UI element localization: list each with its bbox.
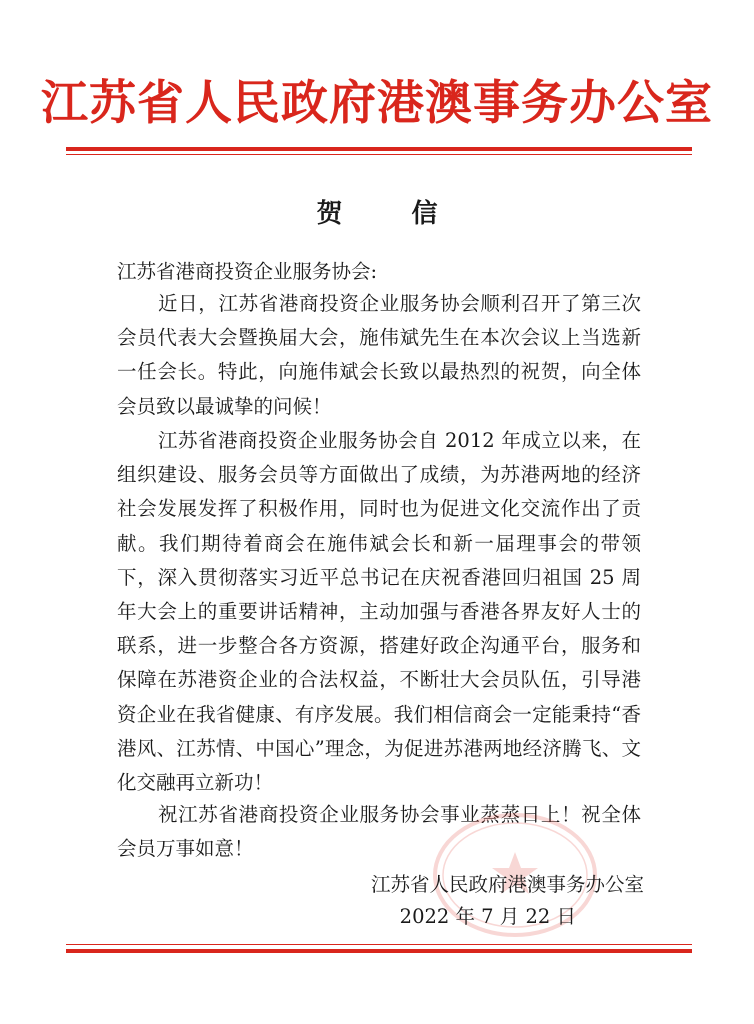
letterhead-rule-thin-top xyxy=(66,154,692,155)
letter-paragraph-2: 江苏省港商投资企业服务协会自 2012 年成立以来，在组织建设、服务会员等方面做出了成绩，为苏港两地的经济社会发展发挥了积极作用，同时也为促进文化交流作出了贡献。我们期待着商会在施伟斌会长和新一届理事会的带领下，深入贯彻落实习近平总书记在庆祝香港回归祖国 25 周年大会上的重要讲话精神，主动加强与香港各界友好人士的联系，进一步整合各方资源，搭建好政企沟通平台，服务和保障在苏港资企业的合法权益，不断壮大会员队伍，引导港资企业在我省健康、有序发展。我们相信商会一定能秉持“香港风、江苏情、中国心”理念，为促进苏港两地经济腾飞、文化交融再立新功！ xyxy=(117,429,641,795)
footer-rule-thin xyxy=(66,944,692,945)
footer-rule-thick xyxy=(66,949,692,953)
signature-date: 2022 年 7 月 22 日 xyxy=(399,905,576,928)
letter-paragraph-1: 近日，江苏省港商投资企业服务协会顺利召开了第三次会员代表大会暨换届大会，施伟斌先生在本次会议上当选新一任会长。特此，向施伟斌会长致以最热烈的祝贺，向全体会员致以最诚挚的问候！ xyxy=(117,292,641,418)
signature-org-name: 江苏省人民政府港澳事务办公室 xyxy=(370,873,644,896)
letterhead-org-name: 江苏省人民政府港澳事务办公室 xyxy=(41,76,713,131)
letter-title: 贺 信 xyxy=(316,199,468,229)
letter-paragraph-3: 祝江苏省港商投资企业服务协会事业蒸蒸日上！祝全体会员万事如意！ xyxy=(117,803,641,861)
letter-salutation: 江苏省港商投资企业服务协会: xyxy=(117,260,378,283)
letterhead-rule-thick-top xyxy=(66,147,692,151)
